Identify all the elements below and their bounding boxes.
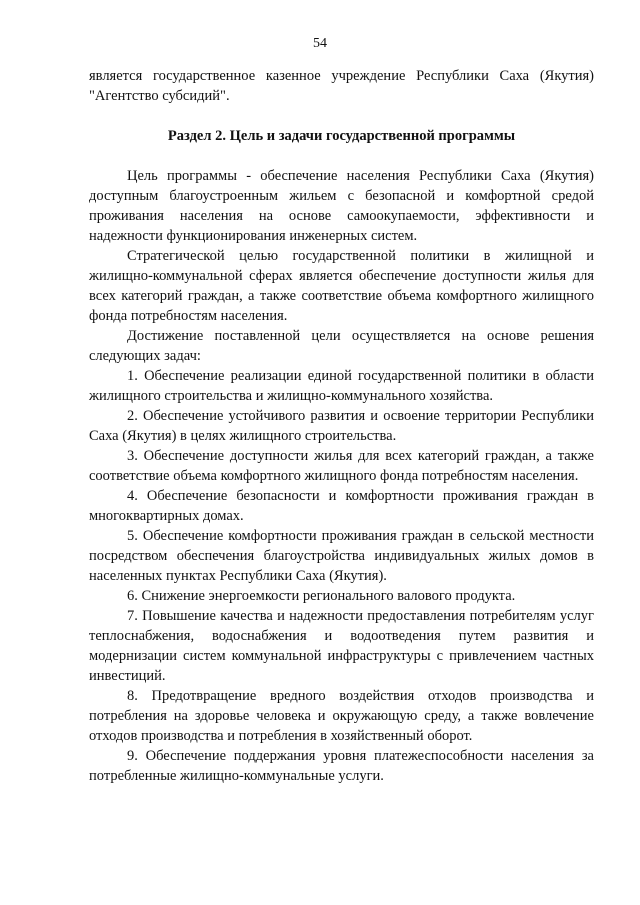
section-heading: Раздел 2. Цель и задачи государственной программы: [167, 128, 516, 144]
task-item: 2. Обеспечение устойчивого развития и освоение территории Республики Саха (Якутия) в целях жилищного строительства.: [89, 408, 594, 444]
task-item: 5. Обеспечение комфортности проживания граждан в сельской местности посредством обеспечения благоустройства индивидуальных жилых домов в населенных пунктах Республики Саха (Якутия).: [89, 528, 594, 584]
task-item: 8. Предотвращение вредного воздействия отходов производства и потребления на здоровье человека и окружающую среду, а также вовлечение отходов производства и потребления в хозяйственный оборот.: [89, 688, 594, 744]
task-item: 9. Обеспечение поддержания уровня платежеспособности населения за потребленные жилищно-коммунальные услуги.: [89, 748, 594, 784]
task-item: 1. Обеспечение реализации единой государственной политики в области жилищного строительства и жилищно-коммунального хозяйства.: [89, 368, 594, 404]
goal-paragraph: Цель программы - обеспечение населения Республики Саха (Якутия) доступным благоустроенным жильем с безопасной и комфортной средой проживания населения на основе самоокупаемости, эффективности и надежности функционирования инженерных систем.: [89, 168, 594, 244]
tasks-intro-paragraph: Достижение поставленной цели осуществляется на основе решения следующих задач:: [89, 328, 594, 364]
task-item: 3. Обеспечение доступности жилья для всех категорий граждан, а также соответствие объема комфортного жилищного фонда потребностям населения.: [89, 448, 594, 484]
page-content: [89, 66, 594, 786]
strategy-paragraph: Стратегической целью государственной политики в жилищной и жилищно-коммунальной сферах является обеспечение доступности жилья для всех категорий граждан, а также соответствие объема комфортного жилищного фонда потребностям населения.: [89, 248, 594, 324]
page-number: 54: [313, 36, 327, 51]
task-item: 6. Снижение энергоемкости регионального валового продукта.: [127, 588, 516, 604]
task-item: 7. Повышение качества и надежности предоставления потребителям услуг теплоснабжения, водоснабжения и водоотведения путем развития и модернизации систем коммунальной инфраструктуры с привлечением частных инвестиций.: [89, 608, 594, 684]
intro-paragraph: является государственное казенное учреждение Республики Саха (Якутия) "Агентство субсидий".: [89, 68, 594, 104]
task-item: 4. Обеспечение безопасности и комфортности проживания граждан в многоквартирных домах.: [89, 488, 594, 524]
